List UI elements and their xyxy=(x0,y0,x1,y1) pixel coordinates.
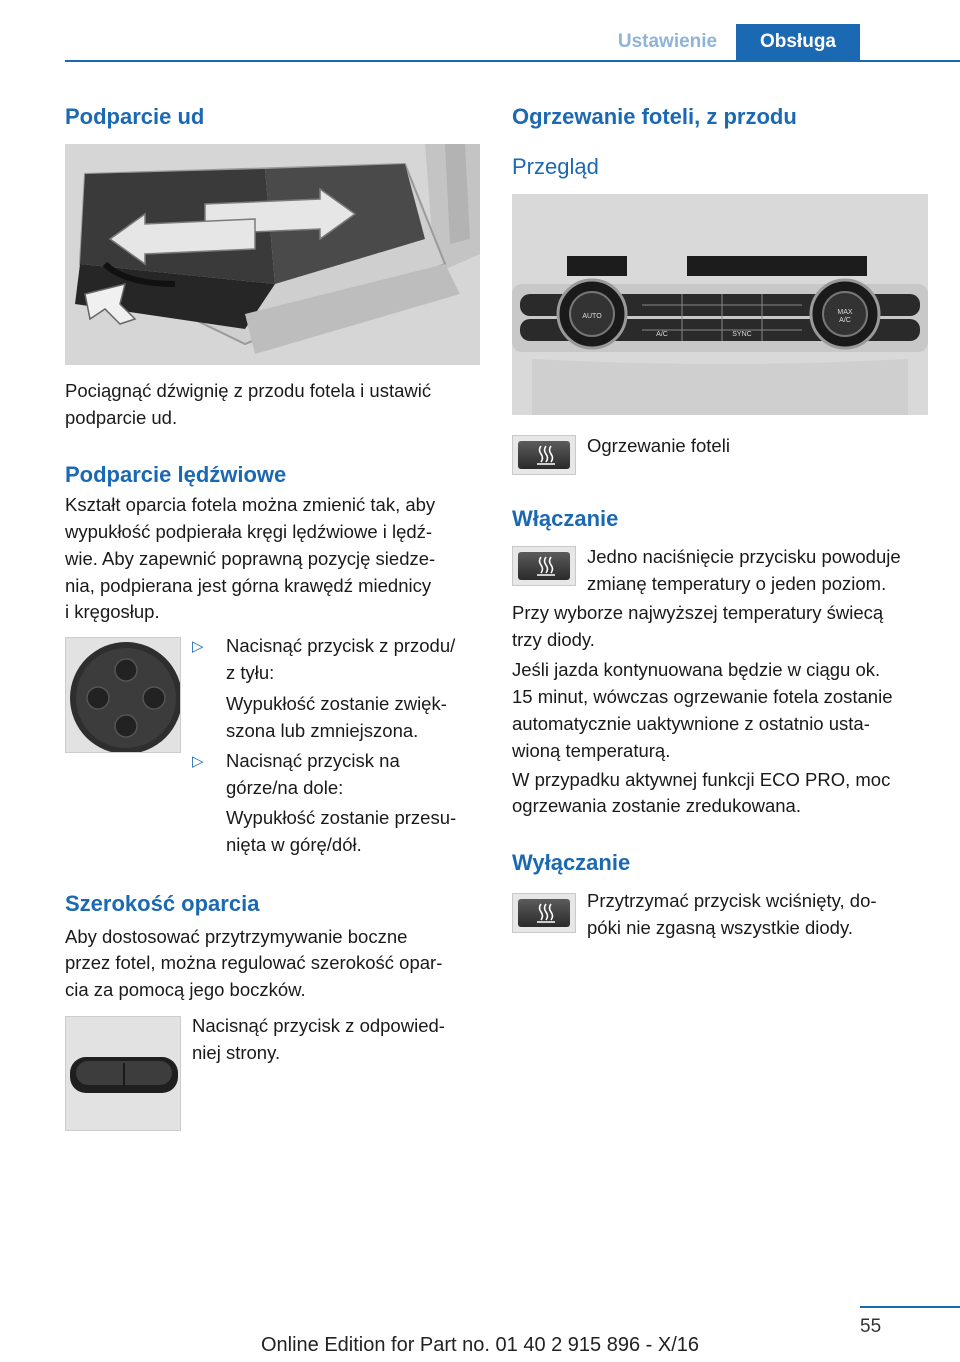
off-text-line-1: Przytrzymać przycisk wciśnięty, do‐ xyxy=(587,890,877,911)
on-text-line-2: zmianę temperatury o jeden poziom. xyxy=(587,573,887,594)
width-action-line-1: Nacisnąć przycisk z odpowied‐ xyxy=(192,1015,445,1036)
seat-heating-button-icon-on xyxy=(512,546,576,586)
overview-heading: Przegląd xyxy=(512,154,599,179)
panel-ac: A/C xyxy=(656,331,668,338)
lumbar-support-heading: Podparcie lędźwiowe xyxy=(65,462,287,487)
off-text-line-2: póki nie zgasną wszystkie diody. xyxy=(587,917,853,938)
on-para-3-line-2: ogrzewania zostanie zredukowana. xyxy=(512,795,801,816)
footer-rule xyxy=(860,1306,960,1308)
panel-ac-right: A/C xyxy=(839,317,851,324)
on-para-2-line-4: wioną temperaturą. xyxy=(512,740,671,761)
width-text-line-3: cia za pomocą jego boczków. xyxy=(65,979,306,1000)
bullet-1-line-2: z tyłu: xyxy=(226,662,275,683)
bullet-2-marker: ▷ xyxy=(192,753,204,770)
width-action-line-2: niej strony. xyxy=(192,1042,281,1063)
bullet-1-sub-2: szona lub zmniejszona. xyxy=(226,720,419,741)
on-para-2-line-2: 15 minut, wówczas ogrzewanie fotela zostanie xyxy=(512,686,893,707)
lumbar-text-line-5: i kręgosłup. xyxy=(65,601,160,622)
width-text-line-2: przez fotel, można regulować szerokość opar‐ xyxy=(65,952,443,973)
bullet-2-line-1: Nacisnąć przycisk na xyxy=(226,750,400,771)
seat-heating-heading: Ogrzewanie foteli, z przodu xyxy=(512,104,797,129)
lumbar-text-line-4: nia, podpierana jest górna krawędź miednicy xyxy=(65,575,432,596)
panel-sync: SYNC xyxy=(732,331,752,338)
tab-ustawienie[interactable]: Ustawienie xyxy=(600,24,735,60)
bullet-1-marker: ▷ xyxy=(192,638,204,655)
switching-off-heading: Wyłączanie xyxy=(512,850,631,875)
seat-heating-caption: Ogrzewanie foteli xyxy=(587,435,730,456)
backrest-width-button-illustration xyxy=(65,1016,181,1131)
panel-max: MAX xyxy=(837,309,853,316)
bullet-1-sub-1: Wypukłość zostanie zwięk‐ xyxy=(226,693,447,714)
width-text-line-1: Aby dostosować przytrzymywanie boczne xyxy=(65,926,408,947)
thigh-support-illustration xyxy=(65,144,480,365)
on-para-1-line-1: Przy wyborze najwyższej temperatury świecą xyxy=(512,602,884,623)
thigh-text-line-2: podparcie ud. xyxy=(65,407,178,428)
panel-auto-left: AUTO xyxy=(582,313,602,320)
switching-on-heading: Włączanie xyxy=(512,506,619,531)
on-para-1-line-2: trzy diody. xyxy=(512,629,595,650)
on-text-line-1: Jedno naciśnięcie przycisku powoduje xyxy=(587,546,901,567)
lumbar-text-line-3: wie. Aby zapewnić poprawną pozycję siedze‐ xyxy=(65,548,436,569)
on-para-3-line-1: W przypadku aktywnej funkcji ECO PRO, moc xyxy=(512,769,891,790)
bullet-2-sub-2: nięta w górę/dół. xyxy=(226,834,362,855)
on-para-2-line-1: Jeśli jazda kontynuowana będzie w ciągu ok. xyxy=(512,659,881,680)
header-rule xyxy=(65,60,960,62)
bullet-1-line-1: Nacisnąć przycisk z przodu/ xyxy=(226,635,456,656)
page-number: 55 xyxy=(860,1316,882,1337)
seat-heating-button-icon-off xyxy=(512,893,576,933)
on-para-2-line-3: automatycznie uaktywnione z ostatnio usta‐ xyxy=(512,713,870,734)
tab-obsluga[interactable]: Obsługa xyxy=(736,24,860,60)
climate-panel-illustration xyxy=(512,194,928,415)
bullet-2-sub-1: Wypukłość zostanie przesu‐ xyxy=(226,807,457,828)
lumbar-text-line-1: Kształt oparcia fotela można zmienić tak, aby xyxy=(65,494,436,515)
thigh-text-line-1: Pociągnąć dźwignię z przodu fotela i ustawić xyxy=(65,380,432,401)
lumbar-button-illustration xyxy=(65,637,181,753)
backrest-width-heading: Szerokość oparcia xyxy=(65,891,260,916)
lumbar-text-line-2: wypukłość podpierała kręgi lędźwiowe i lędź‐ xyxy=(65,521,433,542)
bullet-2-line-2: górze/na dole: xyxy=(226,777,344,798)
edition-footer: Online Edition for Part no. 01 40 2 915 896 - X/16 xyxy=(260,1334,700,1356)
seat-heating-button-icon xyxy=(512,435,576,475)
thigh-support-heading: Podparcie ud xyxy=(65,104,205,129)
